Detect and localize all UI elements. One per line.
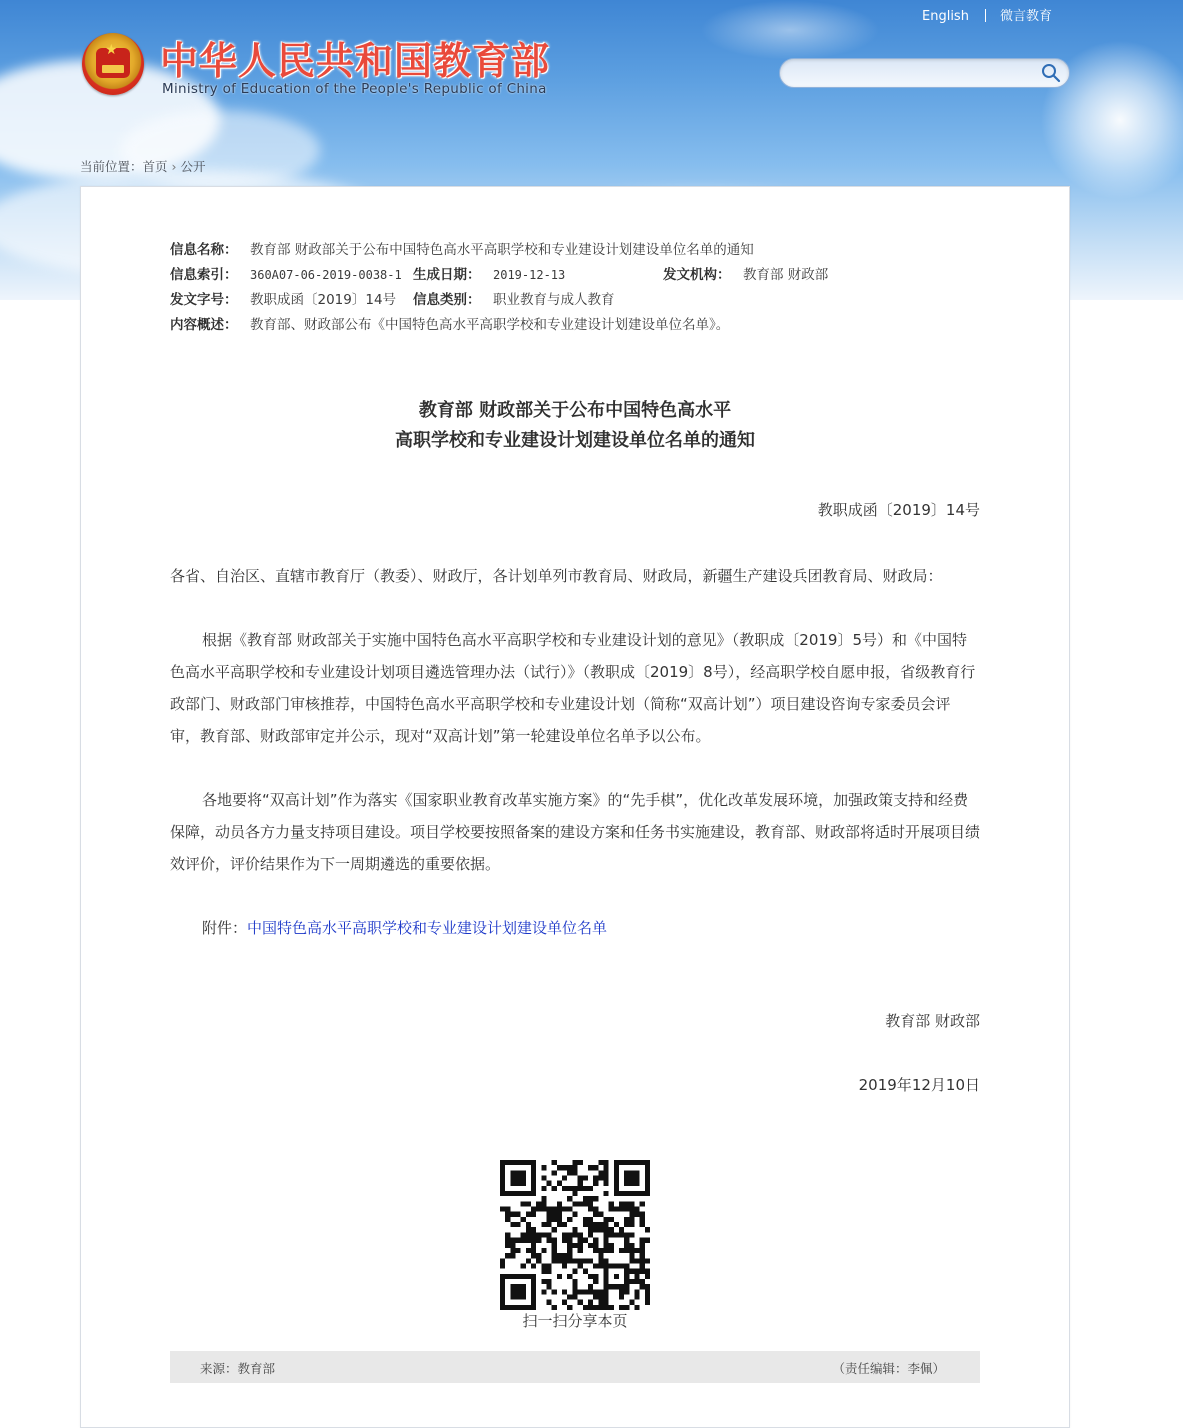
editor-text: （责任编辑：李佩） [832,1361,945,1376]
info-summary-value: 教育部、财政部公布《中国特色高水平高职学校和专业建设计划建设单位名单》。 [250,317,730,333]
site-subtitle: Ministry of Education of the People's Republic of China [162,81,547,97]
attachment-link[interactable]: 中国特色高水平高职学校和专业建设计划建设单位名单 [247,919,608,937]
info-org-label: 发文机构： [663,267,731,283]
info-summary-label: 内容概述： [170,317,238,333]
article-body [170,560,980,976]
breadcrumb-section[interactable]: 公开 [180,159,206,174]
info-row-docno [170,288,828,313]
signature: 教育部 财政部 [885,1012,980,1030]
breadcrumb-prefix: 当前位置： [80,159,143,174]
link-divider [985,9,986,22]
info-index-value: 360A07-06-2019-0038-1 [250,268,402,282]
issue-date: 2019年12月10日 [858,1076,980,1094]
weiyan-link[interactable]: 微言教育 [999,9,1052,24]
info-index-label: 信息索引： [170,267,238,283]
attachment-line [170,912,980,944]
addressee-paragraph: 各省、自治区、直辖市教育厅（教委）、财政厅，各计划单列市教育局、财政局，新疆生产建设兵团教育局、财政局： [170,567,943,585]
qr-caption: 扫一扫分享本页 [522,1312,628,1330]
info-date-value: 2019-12-13 [493,268,566,282]
search-box [779,58,1070,88]
article-title [170,396,980,456]
info-docno-value: 教职成函〔2019〕14号 [250,292,397,308]
info-row-name [170,238,828,263]
body-paragraph: 根据《教育部 财政部关于实施中国特色高水平高职学校和专业建设计划的意见》（教职成〔2019〕5号）和《中国特色高水平高职学校和专业建设计划项目遴选管理办法（试行）》（教职成〔2019〕8号），经高职学校自愿申报，省级教育行政部门、财政部门审核推荐，中国特色高水平高职学校和专业建设计划（简称“双高计划”）项目建设咨询专家委员会评审，教育部、财政部审定并公示，现对“双高计划”第一轮建设单位名单予以公布。 [170,631,976,745]
breadcrumb [80,157,206,175]
article-title-line1: 教育部 财政部关于公布中国特色高水平 [418,400,732,421]
attachment-label: 附件： [202,919,248,937]
site-title[interactable]: 中华人民共和国教育部 [160,39,551,83]
info-row-index [170,263,828,288]
info-name-label: 信息名称： [170,242,238,258]
info-row-summary [170,313,828,338]
breadcrumb-home[interactable]: 首页 [142,159,168,174]
chevron-right-icon: › [171,159,177,174]
body-paragraph: 各地要将“双高计划”作为落实《国家职业教育改革实施方案》的“先手棋”，优化改革发展环境，加强政策支持和经费保障，动员各方力量支持项目建设。项目学校要按照备案的建设方案和任务书实施建设，教育部、财政部将适时开展项目绩效评价，评价结果作为下一周期遴选的重要依据。 [170,791,981,873]
qr-code-icon [500,1160,650,1310]
info-docno-label: 发文字号： [170,292,238,308]
search-icon[interactable] [1041,63,1061,83]
info-name-value: 教育部 财政部关于公布中国特色高水平高职学校和专业建设计划建设单位名单的通知 [250,242,754,258]
info-date-label: 生成日期： [413,267,481,283]
dandelion-decoration [700,0,880,60]
info-table [170,238,828,338]
article-title-line2: 高职学校和专业建设计划建设单位名单的通知 [395,430,755,451]
source-text: 来源：教育部 [200,1361,276,1376]
footer-bar [170,1351,980,1383]
search-input[interactable] [794,63,1038,85]
info-org-value: 教育部 财政部 [743,267,829,283]
info-category-label: 信息类别： [413,292,481,308]
english-link[interactable]: English [922,9,969,24]
national-emblem-icon[interactable]: ★ [82,33,144,95]
document-number: 教职成函〔2019〕14号 [817,501,980,519]
info-category-value: 职业教育与成人教育 [493,292,615,308]
top-links [922,5,1052,24]
